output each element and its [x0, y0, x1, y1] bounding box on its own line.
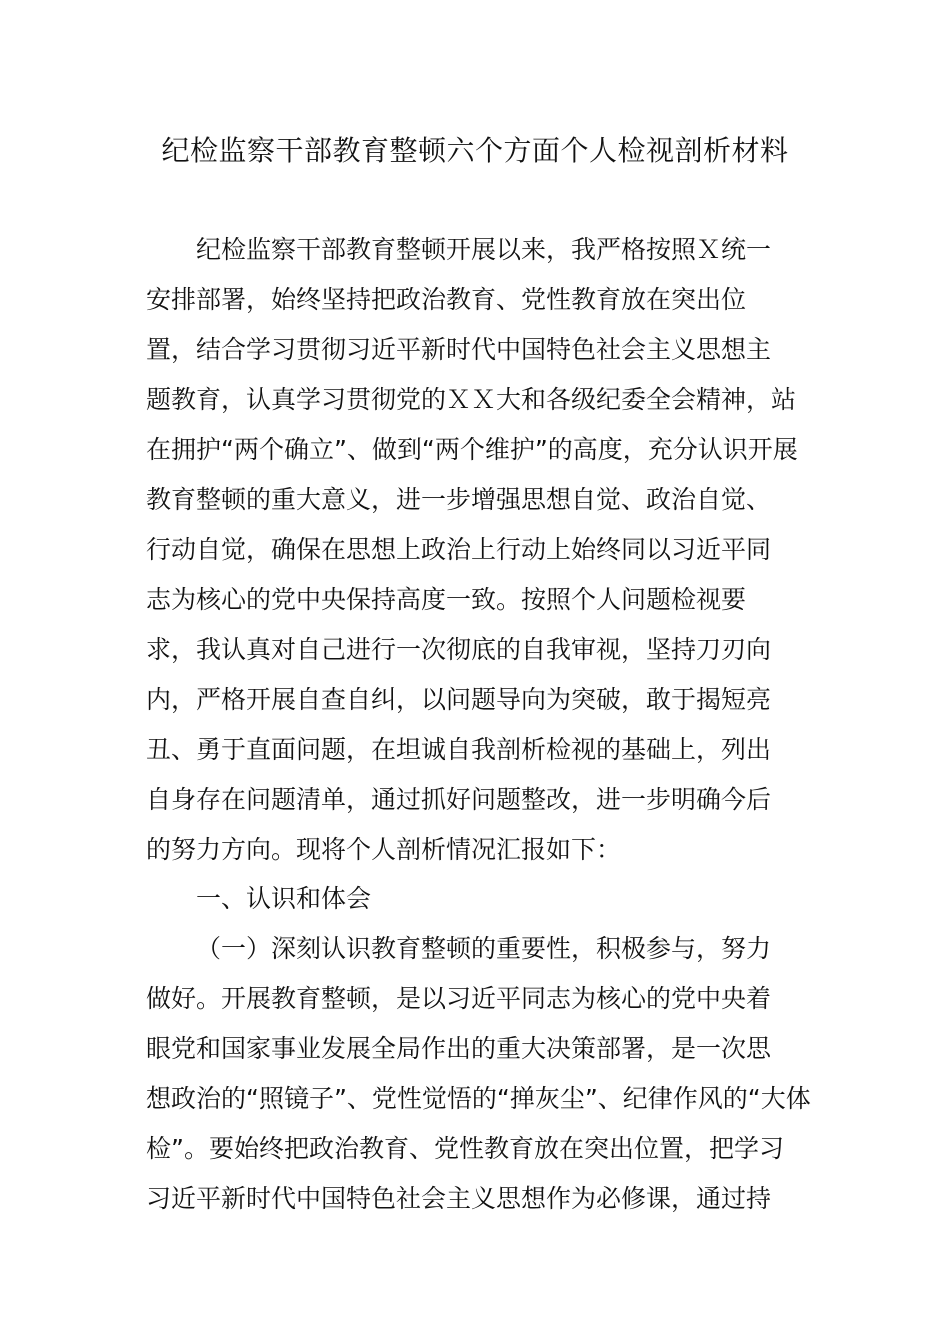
- body-line: 检”。要始终把政治教育、党性教育放在突出位置，把学习: [146, 1134, 784, 1163]
- body-line: 纪检监察干部教育整顿开展以来，我严格按照Ｘ统一: [196, 235, 772, 264]
- document-title: 纪检监察干部教育整顿六个方面个人检视剖析材料: [161, 134, 789, 167]
- body-line: 置，结合学习贯彻习近平新时代中国特色社会主义思想主: [146, 335, 772, 364]
- body-line: 想政治的“照镜子”、党性觉悟的“掸灰尘”、纪律作风的“大体: [146, 1084, 811, 1113]
- body-line: 丑、勇于直面问题，在坦诚自我剖析检视的基础上，列出: [146, 735, 772, 764]
- subsection-heading: （一）深刻认识教育整顿的重要性，积极参与，努力: [196, 934, 772, 963]
- body-line: 做好。开展教育整顿，是以习近平同志为核心的党中央着: [146, 984, 772, 1013]
- body-line: 教育整顿的重大意义，进一步增强思想自觉、政治自觉、: [146, 485, 772, 514]
- body-line: 的努力方向。现将个人剖析情况汇报如下：: [146, 835, 622, 864]
- body-line: 题教育，认真学习贯彻党的ＸＸ大和各级纪委全会精神，站: [146, 385, 797, 414]
- body-line: 志为核心的党中央保持高度一致。按照个人问题检视要: [146, 585, 747, 614]
- body-line: 求，我认真对自己进行一次彻底的自我审视，坚持刀刃向: [146, 635, 772, 664]
- section-heading: 一、认识和体会: [196, 884, 372, 913]
- body-line: 内，严格开展自查自纠，以问题导向为突破，敢于揭短亮: [146, 685, 772, 714]
- body-line: 行动自觉，确保在思想上政治上行动上始终同以习近平同: [146, 535, 772, 564]
- body-line: 安排部署，始终坚持把政治教育、党性教育放在突出位: [146, 285, 747, 314]
- body-line: 自身存在问题清单，通过抓好问题整改，进一步明确今后: [146, 785, 772, 814]
- body-line: 眼党和国家事业发展全局作出的重大决策部署，是一次思: [146, 1034, 772, 1063]
- body-line: 在拥护“两个确立”、做到“两个维护”的高度，充分认识开展: [146, 435, 798, 464]
- body-line: 习近平新时代中国特色社会主义思想作为必修课，通过持: [146, 1184, 772, 1213]
